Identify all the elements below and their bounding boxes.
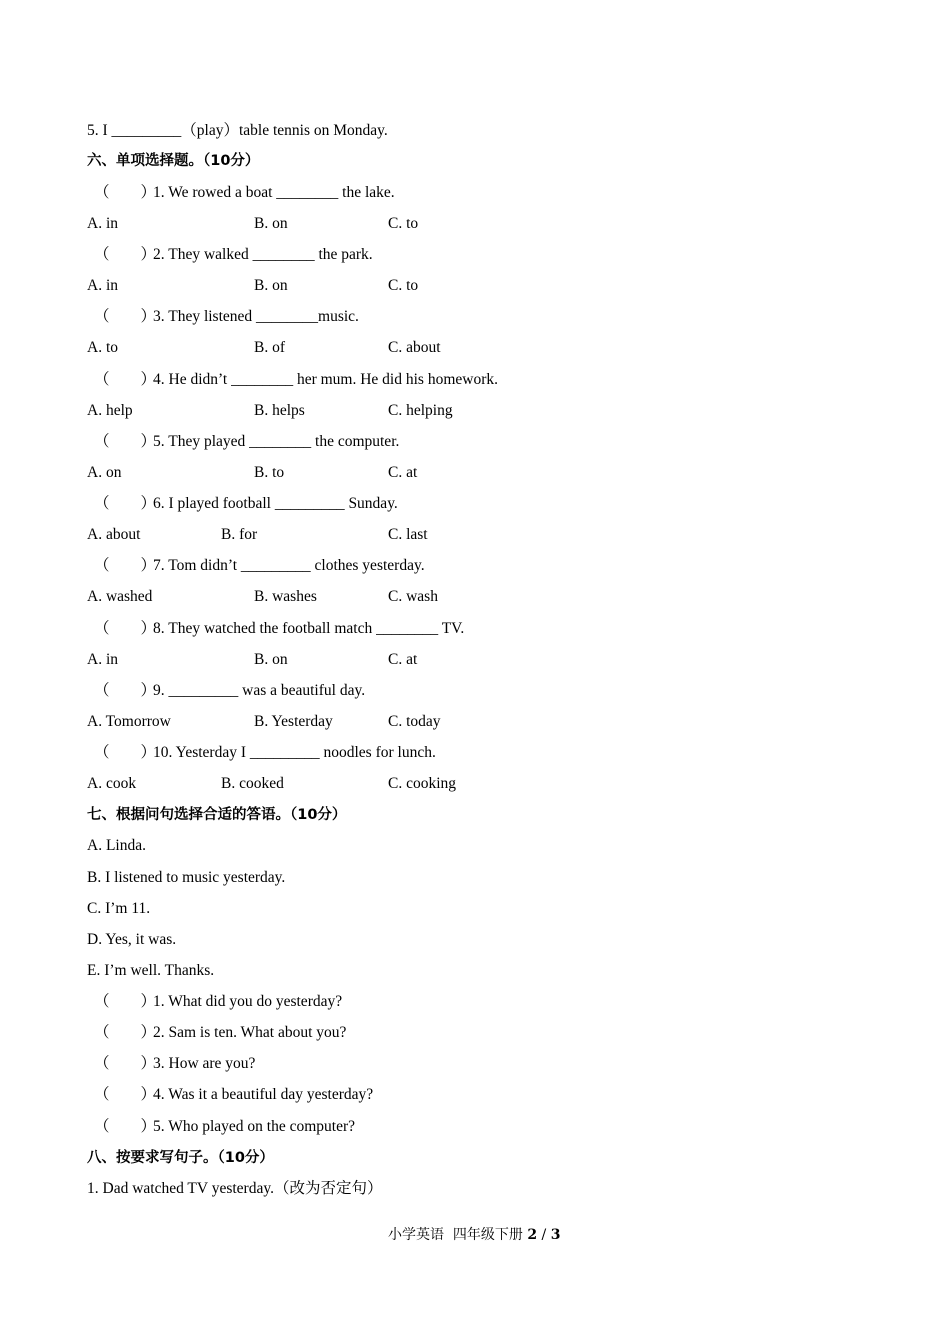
answer-bracket[interactable]: （ ） bbox=[94, 557, 157, 574]
mcq-question-text: 6. I played football _________ Sunday. bbox=[153, 495, 398, 512]
mcq-question-row bbox=[0, 183, 950, 203]
mcq-question-row bbox=[0, 307, 950, 327]
option-a: A. on bbox=[87, 464, 122, 481]
answer-option: C. I’m 11. bbox=[87, 900, 151, 917]
mcq-options-row bbox=[0, 525, 950, 545]
answer-bracket[interactable]: （ ） bbox=[94, 1024, 157, 1041]
answer-bracket[interactable]: （ ） bbox=[94, 433, 157, 450]
mcq-question-text: 2. They walked ________ the park. bbox=[153, 246, 373, 263]
answer-bracket[interactable]: （ ） bbox=[94, 184, 157, 201]
option-a: A. to bbox=[87, 339, 118, 356]
match-question-row bbox=[0, 1085, 950, 1105]
mcq-question-row bbox=[0, 619, 950, 639]
option-a: A. washed bbox=[87, 588, 153, 605]
answer-bracket[interactable]: （ ） bbox=[94, 1118, 157, 1135]
page-number: 2 bbox=[527, 1227, 538, 1243]
mcq-question-row bbox=[0, 245, 950, 265]
mcq-question-text: 10. Yesterday I _________ noodles for lunch. bbox=[153, 744, 436, 761]
mcq-options-row bbox=[0, 712, 950, 732]
mcq-options-row bbox=[0, 338, 950, 358]
mcq-options-row bbox=[0, 650, 950, 670]
match-question-text: 4. Was it a beautiful day yesterday? bbox=[153, 1086, 374, 1103]
option-b: B. on bbox=[254, 277, 288, 294]
option-b: B. on bbox=[254, 215, 288, 232]
mcq-question-row bbox=[0, 681, 950, 701]
mcq-question-row bbox=[0, 743, 950, 763]
match-question-row bbox=[0, 1054, 950, 1074]
option-a: A. help bbox=[87, 402, 133, 419]
option-c: C. wash bbox=[388, 588, 438, 605]
option-a: A. about bbox=[87, 526, 141, 543]
mcq-options-row bbox=[0, 774, 950, 794]
option-a: A. in bbox=[87, 277, 118, 294]
match-question-row bbox=[0, 992, 950, 1012]
match-question-text: 1. What did you do yesterday? bbox=[153, 993, 343, 1010]
option-c: C. at bbox=[388, 651, 418, 668]
option-c: C. to bbox=[388, 215, 419, 232]
mcq-question-text: 9. _________ was a beautiful day. bbox=[153, 682, 366, 699]
option-c: C. last bbox=[388, 526, 428, 543]
answer-bracket[interactable]: （ ） bbox=[94, 1055, 157, 1072]
mcq-options-row bbox=[0, 587, 950, 607]
mcq-question-row bbox=[0, 494, 950, 514]
option-c: C. at bbox=[388, 464, 418, 481]
mcq-question-text: 1. We rowed a boat ________ the lake. bbox=[153, 184, 395, 201]
mcq-question-text: 5. They played ________ the computer. bbox=[153, 433, 400, 450]
answer-option: B. I listened to music yesterday. bbox=[87, 869, 286, 886]
mcq-question-row bbox=[0, 432, 950, 452]
answer-option: D. Yes, it was. bbox=[87, 931, 177, 948]
answer-bracket[interactable]: （ ） bbox=[94, 246, 157, 263]
fill-item-5: 5. I _________（play）table tennis on Monday. bbox=[87, 122, 388, 139]
answer-bracket[interactable]: （ ） bbox=[94, 371, 157, 388]
option-b: B. washes bbox=[254, 588, 317, 605]
page-total: 3 bbox=[550, 1227, 561, 1243]
option-a: A. in bbox=[87, 651, 118, 668]
answer-option: A. Linda. bbox=[87, 837, 146, 854]
page-separator: / bbox=[537, 1227, 551, 1243]
option-b: B. Yesterday bbox=[254, 713, 333, 730]
section6-heading: 六、单项选择题。（10分） bbox=[87, 153, 260, 169]
option-a: A. in bbox=[87, 215, 118, 232]
option-a: A. cook bbox=[87, 775, 137, 792]
mcq-options-row bbox=[0, 463, 950, 483]
match-question-text: 5. Who played on the computer? bbox=[153, 1118, 356, 1135]
option-b: B. of bbox=[254, 339, 285, 356]
match-question-row bbox=[0, 1117, 950, 1137]
mcq-question-text: 3. They listened ________music. bbox=[153, 308, 359, 325]
footer-label: 小学英语 四年级下册 bbox=[388, 1227, 528, 1243]
option-c: C. cooking bbox=[388, 775, 457, 792]
match-question-text: 2. Sam is ten. What about you? bbox=[153, 1024, 347, 1041]
mcq-question-row bbox=[0, 370, 950, 390]
answer-bracket[interactable]: （ ） bbox=[94, 1086, 157, 1103]
answer-option: E. I’m well. Thanks. bbox=[87, 962, 215, 979]
answer-bracket[interactable]: （ ） bbox=[94, 744, 157, 761]
option-c: C. to bbox=[388, 277, 419, 294]
mcq-options-row bbox=[0, 214, 950, 234]
option-b: B. for bbox=[221, 526, 258, 543]
option-a: A. Tomorrow bbox=[87, 713, 171, 730]
mcq-options-row bbox=[0, 276, 950, 296]
match-question-row bbox=[0, 1023, 950, 1043]
option-b: B. to bbox=[254, 464, 285, 481]
option-c: C. helping bbox=[388, 402, 453, 419]
mcq-question-text: 4. He didn’t ________ her mum. He did his homework. bbox=[153, 371, 498, 388]
option-c: C. about bbox=[388, 339, 441, 356]
answer-bracket[interactable]: （ ） bbox=[94, 620, 157, 637]
option-b: B. cooked bbox=[221, 775, 284, 792]
answer-bracket[interactable]: （ ） bbox=[94, 495, 157, 512]
mcq-question-text: 8. They watched the football match ________ TV. bbox=[153, 620, 465, 637]
option-b: B. on bbox=[254, 651, 288, 668]
option-b: B. helps bbox=[254, 402, 305, 419]
option-c: C. today bbox=[388, 713, 441, 730]
mcq-question-text: 7. Tom didn’t _________ clothes yesterday. bbox=[153, 557, 425, 574]
mcq-question-row bbox=[0, 556, 950, 576]
page-footer bbox=[388, 1224, 560, 1244]
match-question-text: 3. How are you? bbox=[153, 1055, 256, 1072]
mcq-options-row bbox=[0, 401, 950, 421]
section7-heading: 七、根据问句选择合适的答语。（10分） bbox=[87, 807, 347, 823]
rewrite-item: 1. Dad watched TV yesterday.（改为否定句） bbox=[87, 1180, 383, 1197]
section8-heading: 八、按要求写句子。（10分） bbox=[87, 1150, 274, 1166]
answer-bracket[interactable]: （ ） bbox=[94, 993, 157, 1010]
answer-bracket[interactable]: （ ） bbox=[94, 308, 157, 325]
answer-bracket[interactable]: （ ） bbox=[94, 682, 157, 699]
